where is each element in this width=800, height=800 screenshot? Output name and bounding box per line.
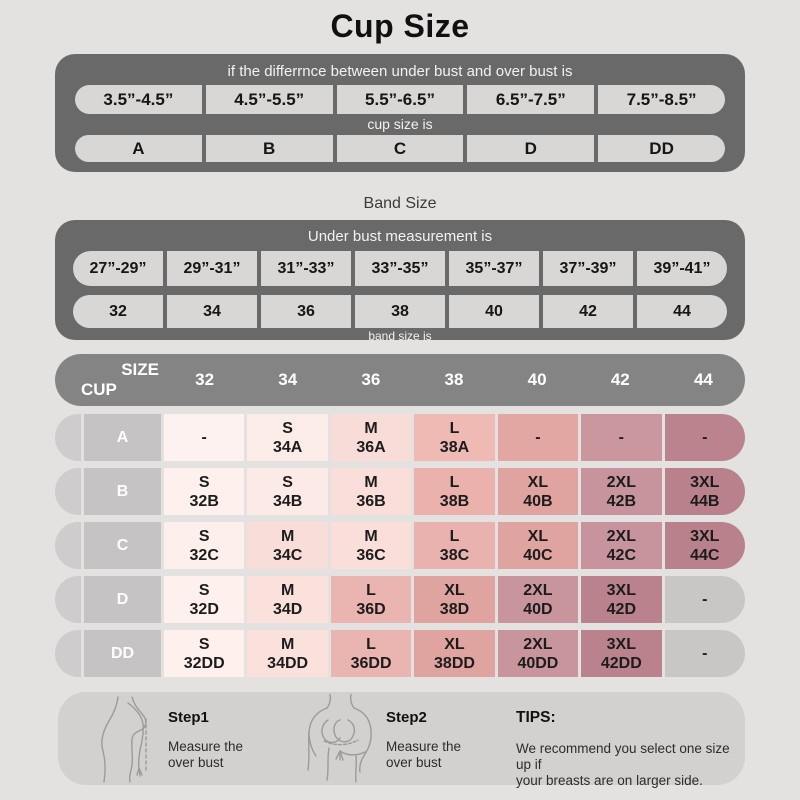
matrix-cell: 3XL 44B bbox=[665, 468, 745, 515]
matrix-row-DD bbox=[55, 630, 745, 677]
band-size-cell: 40 bbox=[449, 295, 539, 328]
matrix-cell: XL 40B bbox=[498, 468, 578, 515]
matrix-cell: - bbox=[498, 414, 578, 461]
tips-block bbox=[498, 692, 731, 788]
matrix-cell: - bbox=[665, 414, 745, 461]
cup-letter-cell: DD bbox=[598, 135, 725, 162]
band-range-cell: 29”-31” bbox=[167, 251, 257, 286]
cup-difference-ranges-row bbox=[75, 85, 725, 114]
matrix-corner-cup-label: CUP bbox=[81, 380, 117, 399]
matrix-cell: - bbox=[665, 630, 745, 677]
band-size-cell: 32 bbox=[73, 295, 163, 328]
matrix-cell: L 38B bbox=[414, 468, 494, 515]
cup-letter-cell: C bbox=[337, 135, 464, 162]
matrix-cell: L 36DD bbox=[331, 630, 411, 677]
tips-line1: We recommend you select one size up if bbox=[516, 741, 730, 772]
step1-line2: over bust bbox=[168, 755, 224, 770]
matrix-cell: - bbox=[665, 576, 745, 623]
matrix-cell: - bbox=[581, 414, 661, 461]
matrix-cell: S 34A bbox=[247, 414, 327, 461]
band-range-cell: 31”-33” bbox=[261, 251, 351, 286]
band-sizes-row bbox=[73, 295, 727, 328]
matrix-cell: L 36D bbox=[331, 576, 411, 623]
cup-row-label: A bbox=[84, 414, 161, 461]
measuring-tips-panel bbox=[58, 692, 745, 788]
band-size-cell: 44 bbox=[637, 295, 727, 328]
matrix-cell: S 32DD bbox=[164, 630, 244, 677]
matrix-cell: M 34DD bbox=[247, 630, 327, 677]
row-cap bbox=[55, 522, 81, 569]
matrix-cell: XL 38DD bbox=[414, 630, 494, 677]
band-range-cell: 27”-29” bbox=[73, 251, 163, 286]
step1-figure-icon bbox=[82, 695, 168, 783]
step2-line1: Measure the bbox=[386, 739, 462, 754]
cup-letter-cell: B bbox=[206, 135, 333, 162]
matrix-column-header: 40 bbox=[527, 370, 547, 389]
band-range-cell: 33”-35” bbox=[355, 251, 445, 286]
step2-line2: over bust bbox=[386, 755, 442, 770]
cup-size-panel bbox=[55, 54, 745, 172]
band-size-cell: 42 bbox=[543, 295, 633, 328]
cup-range-cell: 6.5”-7.5” bbox=[467, 85, 594, 114]
matrix-column-header: 34 bbox=[278, 370, 298, 389]
matrix-column-header: 38 bbox=[444, 370, 464, 389]
matrix-column-header: 36 bbox=[361, 370, 381, 389]
matrix-cell: M 36B bbox=[331, 468, 411, 515]
tips-title: TIPS: bbox=[516, 709, 556, 726]
row-cap bbox=[55, 468, 81, 515]
matrix-row-A bbox=[55, 414, 745, 461]
band-size-is-label: band size is bbox=[368, 329, 432, 343]
matrix-cell: - bbox=[164, 414, 244, 461]
matrix-corner-cell bbox=[55, 354, 163, 406]
matrix-cell: S 32B bbox=[164, 468, 244, 515]
matrix-column-header: 44 bbox=[693, 370, 713, 389]
cup-letter-cell: D bbox=[467, 135, 594, 162]
cup-range-cell: 3.5”-4.5” bbox=[75, 85, 202, 114]
matrix-cell: S 34B bbox=[247, 468, 327, 515]
band-size-title: Band Size bbox=[363, 195, 437, 212]
cup-row-label: DD bbox=[84, 630, 161, 677]
matrix-cell: 2XL 42C bbox=[581, 522, 661, 569]
cup-letters-row bbox=[75, 135, 725, 162]
band-panel-header: Under bust measurement is bbox=[307, 228, 493, 245]
matrix-cell: 2XL 40D bbox=[498, 576, 578, 623]
band-range-cell: 39”-41” bbox=[637, 251, 727, 286]
matrix-cell: M 36C bbox=[331, 522, 411, 569]
band-size-panel bbox=[55, 220, 745, 343]
matrix-cell: 3XL 42DD bbox=[581, 630, 661, 677]
underbust-ranges-row bbox=[73, 251, 727, 286]
row-cap bbox=[55, 414, 81, 461]
matrix-corner-size-label: SIZE bbox=[121, 360, 159, 379]
step2-title: Step2 bbox=[386, 709, 427, 726]
matrix-cell: XL 40C bbox=[498, 522, 578, 569]
matrix-column-header: 32 bbox=[195, 370, 215, 389]
cup-range-cell: 4.5”-5.5” bbox=[206, 85, 333, 114]
matrix-cell: S 32C bbox=[164, 522, 244, 569]
step1-title: Step1 bbox=[168, 709, 209, 726]
matrix-cell: M 34D bbox=[247, 576, 327, 623]
tips-line2: your breasts are on larger side. bbox=[516, 773, 703, 788]
row-cap bbox=[55, 576, 81, 623]
band-range-cell: 35”-37” bbox=[449, 251, 539, 286]
row-cap bbox=[55, 630, 81, 677]
matrix-cell: L 38A bbox=[414, 414, 494, 461]
cup-row-label: C bbox=[84, 522, 161, 569]
cup-row-label: D bbox=[84, 576, 161, 623]
matrix-cell: 3XL 44C bbox=[665, 522, 745, 569]
cup-row-label: B bbox=[84, 468, 161, 515]
matrix-row-B bbox=[55, 468, 745, 515]
band-size-cell: 36 bbox=[261, 295, 351, 328]
step1-block bbox=[168, 692, 280, 785]
step1-line1: Measure the bbox=[168, 739, 244, 754]
step2-figure-icon bbox=[294, 694, 386, 784]
page-title: Cup Size bbox=[330, 8, 470, 44]
matrix-cell: 2XL 42B bbox=[581, 468, 661, 515]
matrix-cell: XL 38D bbox=[414, 576, 494, 623]
band-size-cell: 34 bbox=[167, 295, 257, 328]
matrix-cell: 2XL 40DD bbox=[498, 630, 578, 677]
cup-letter-cell: A bbox=[75, 135, 202, 162]
matrix-cell: M 36A bbox=[331, 414, 411, 461]
cup-range-cell: 7.5”-8.5” bbox=[598, 85, 725, 114]
matrix-cell: L 38C bbox=[414, 522, 494, 569]
matrix-row-C bbox=[55, 522, 745, 569]
band-range-cell: 37”-39” bbox=[543, 251, 633, 286]
band-size-cell: 38 bbox=[355, 295, 445, 328]
matrix-column-header: 42 bbox=[610, 370, 630, 389]
step2-block bbox=[386, 692, 498, 785]
cup-panel-header: if the differrnce between under bust and over bust is bbox=[227, 63, 573, 80]
cup-size-is-label: cup size is bbox=[367, 116, 433, 132]
matrix-cell: 3XL 42D bbox=[581, 576, 661, 623]
matrix-header bbox=[55, 354, 745, 406]
cup-range-cell: 5.5”-6.5” bbox=[337, 85, 464, 114]
matrix-cell: M 34C bbox=[247, 522, 327, 569]
matrix-body bbox=[55, 414, 745, 684]
matrix-row-D bbox=[55, 576, 745, 623]
matrix-cell: S 32D bbox=[164, 576, 244, 623]
